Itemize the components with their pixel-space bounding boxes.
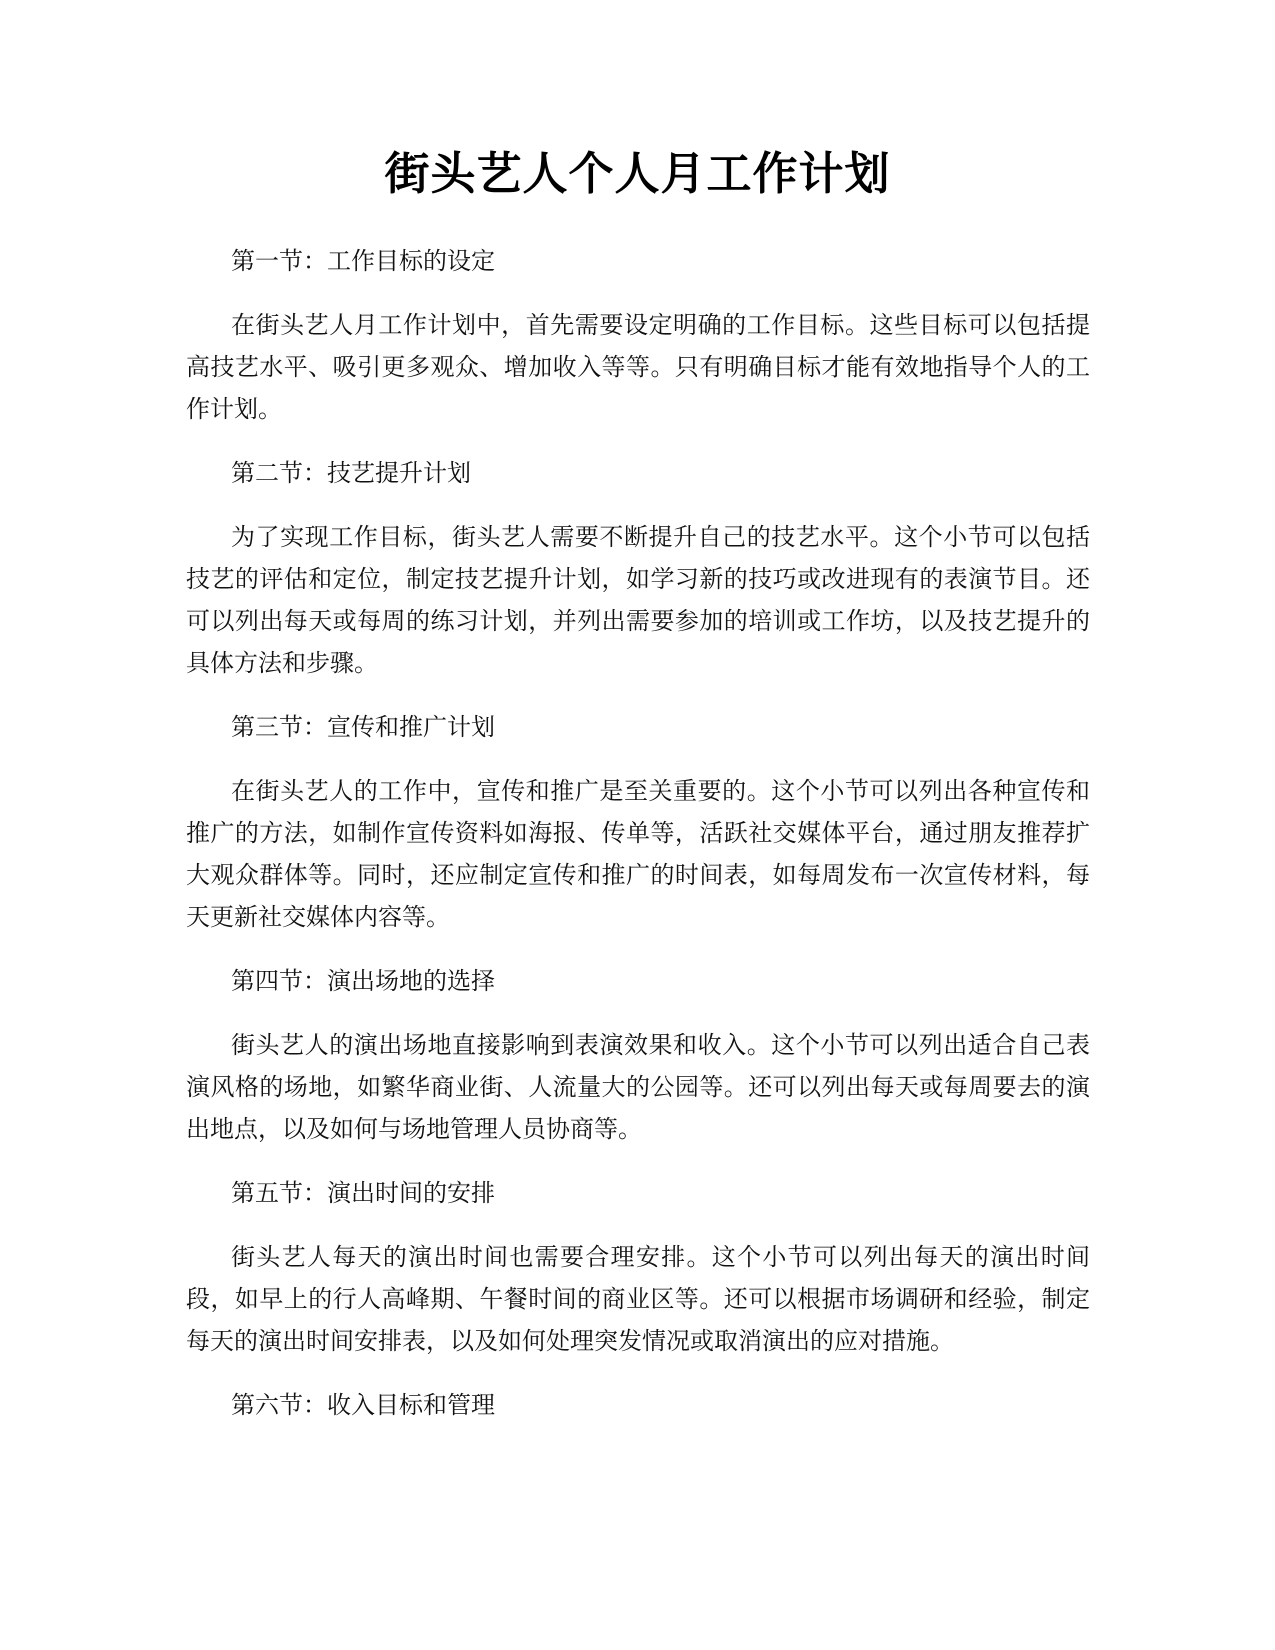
section-4-heading: 第四节：演出场地的选择 [231,967,495,995]
section-2-paragraph: 为了实现工作目标，街头艺人需要不断提升自己的技艺水平。这个小节可以包括技艺的评估和定位，制定技艺提升计划，如学习新的技巧或改进现有的表演节目。还可以列出每天或每周的练习计划，并列出需要参加的培训或工作坊，以及技艺提升的具体方法和步骤。 [186,523,1090,677]
section-1-heading: 第一节：工作目标的设定 [231,247,495,275]
section-3-heading: 第三节：宣传和推广计划 [231,713,495,741]
section-5-heading: 第五节：演出时间的安排 [231,1179,495,1207]
section-6-heading: 第六节：收入目标和管理 [231,1391,495,1419]
document-body [186,240,1090,1448]
section-2-heading: 第二节：技艺提升计划 [231,459,471,487]
section-3-paragraph: 在街头艺人的工作中，宣传和推广是至关重要的。这个小节可以列出各种宣传和推广的方法，如制作宣传资料如海报、传单等，活跃社交媒体平台，通过朋友推荐扩大观众群体等。同时，还应制定宣传和推广的时间表，如每周发布一次宣传材料，每天更新社交媒体内容等。 [186,777,1090,931]
section-4-paragraph: 街头艺人的演出场地直接影响到表演效果和收入。这个小节可以列出适合自己表演风格的场地，如繁华商业街、人流量大的公园等。还可以列出每天或每周要去的演出地点，以及如何与场地管理人员协商等。 [186,1031,1090,1143]
section-1-paragraph: 在街头艺人月工作计划中，首先需要设定明确的工作目标。这些目标可以包括提高技艺水平、吸引更多观众、增加收入等等。只有明确目标才能有效地指导个人的工作计划。 [186,311,1090,423]
document-title: 街头艺人个人月工作计划 [384,147,891,200]
section-5-paragraph: 街头艺人每天的演出时间也需要合理安排。这个小节可以列出每天的演出时间段，如早上的行人高峰期、午餐时间的商业区等。还可以根据市场调研和经验，制定每天的演出时间安排表，以及如何处理突发情况或取消演出的应对措施。 [186,1243,1090,1355]
